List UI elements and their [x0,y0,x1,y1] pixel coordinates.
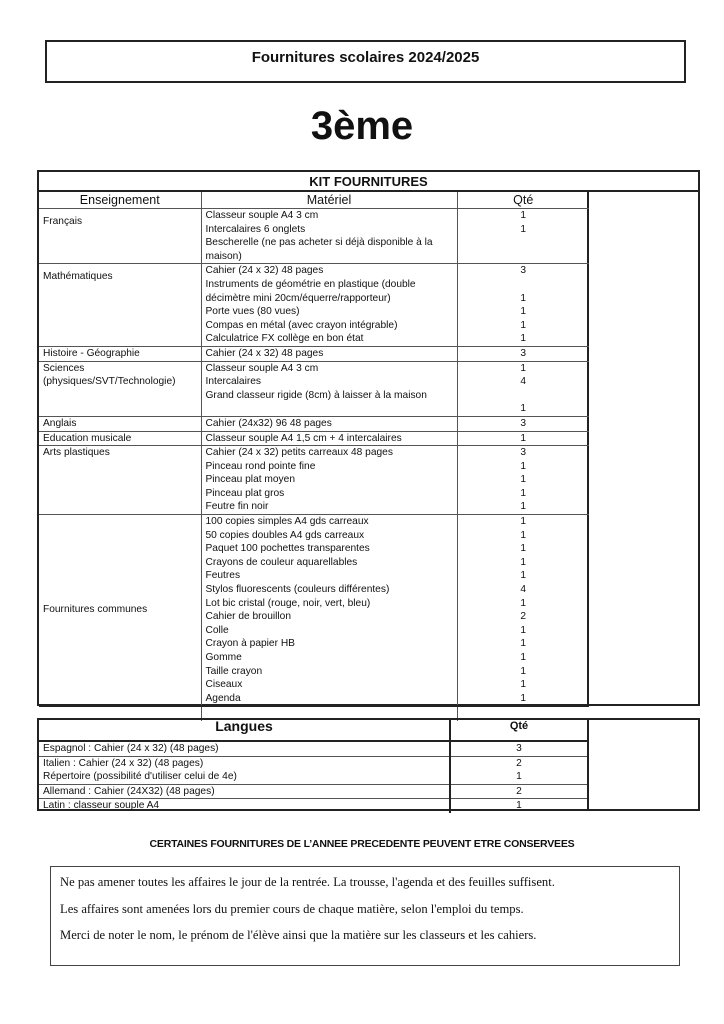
langue-row [39,756,587,784]
materiel-item: Grand classeur rigide (8cm) à laisser à la maison [205,389,427,401]
materiel-item: Bescherelle (ne pas acheter si déjà disponible à la maison) [205,237,433,262]
materiel-cell [201,431,457,446]
kit-side-blank-column [589,192,698,704]
materiel-item: Stylos fluorescents (couleurs différentes) [205,584,390,596]
column-header-enseignement: Enseignement [39,192,201,209]
materiel-item: Paquet 100 pochettes transparentes [205,543,370,555]
notice-heading: CERTAINES FOURNITURES DE L’ANNEE PRECEDENTE PEUVENT ETRE CONSERVEES [149,838,575,850]
langue-item: Allemand : Cahier (24X32) (48 pages) [43,785,215,797]
materiel-item: Crayon à papier HB [205,638,295,650]
grade-heading: 3ème [310,104,414,148]
langue-qty-cell [450,799,587,813]
langue-cell [39,756,450,784]
materiel-item: Intercalaires [205,376,261,388]
kit-section-row [39,346,589,361]
materiel-cell [201,515,457,707]
subject-cell: Fournitures communes [39,515,201,707]
qty-spacer [462,389,586,403]
qty-value: 1 [520,223,527,235]
materiel-item: Agenda [205,692,241,704]
langue-item: Répertoire (possibilité d'utiliser celui de 4e) [43,771,237,783]
kit-section-row [39,264,589,347]
column-header-materiel: Matériel [201,192,457,209]
materiel-item: Feutre fin noir [205,501,269,513]
materiel-item: Pinceau plat gros [205,487,285,499]
kit-section-row [39,209,589,264]
materiel-cell [201,264,457,347]
langue-qty-value: 3 [516,743,522,754]
qty-cell [457,446,589,515]
qty-value: 1 [520,474,527,486]
materiel-item: Calculatrice FX collège en bon état [205,333,364,345]
qty-value: 1 [520,652,527,663]
langue-row [39,784,587,799]
materiel-item: Cahier (24 x 32) 48 pages [205,265,324,277]
qty-cell [457,209,589,264]
subject-cell: Anglais [39,416,201,431]
qty-value: 1 [520,432,527,444]
column-header-qte: Qté [457,192,589,209]
materiel-item: Cahier (24x32) 96 48 pages [205,417,332,429]
materiel-item: Lot bic cristal (rouge, noir, vert, bleu) [205,597,371,609]
kit-title: KIT FOURNITURES [39,172,698,192]
materiel-item: Cahier (24 x 32) petits carreaux 48 pages [205,447,393,459]
subject-cell: Sciences (physiques/SVT/Technologie) [39,361,201,416]
qty-cell [457,416,589,431]
subject-cell: Français [39,209,201,264]
qty-cell [457,361,589,416]
qty-value: 2 [520,611,527,623]
materiel-item: Classeur souple A4 3 cm [205,362,319,374]
kit-grid [39,192,589,704]
materiel-item: Crayons de couleur aquarellables [205,556,358,568]
document-title: Fournitures scolaires 2024/2025 [251,49,480,66]
info-line: Les affaires sont amenées lors du premier cours de chaque matière, selon l'emploi du temps. [60,901,524,916]
qty-value: 1 [520,597,527,609]
materiel-item: Classeur souple A4 1,5 cm + 4 intercalaires [205,432,402,444]
qty-cell [457,264,589,347]
document-title-box [45,40,686,83]
langues-header-row [39,720,587,741]
qty-value: 3 [520,265,527,277]
langue-item: Latin : classeur souple A4 [43,800,160,812]
qty-cell [457,515,589,707]
materiel-item: Pinceau rond pointe fine [205,460,316,472]
qty-value: 3 [520,347,527,359]
qty-spacer [462,278,586,292]
qty-value: 1 [520,487,527,499]
info-box [50,866,680,966]
subject-cell: Histoire - Géographie [39,346,201,361]
materiel-item: Instruments de géométrie en plastique (double décimètre mini 20cm/équerre/rapporteur) [205,278,416,304]
kit-fournitures-table [37,170,700,706]
materiel-cell [201,416,457,431]
langue-cell [39,784,450,799]
materiel-item: Feutres [205,570,241,582]
qty-value: 1 [520,333,527,345]
qty-value: 1 [520,319,527,331]
qty-value: 1 [520,556,527,568]
subject-cell: Mathématiques [39,264,201,347]
materiel-cell [201,446,457,515]
langues-title: Langues [39,720,450,741]
qty-value: 1 [520,210,527,221]
qty-value: 1 [520,403,527,415]
qty-value: 1 [520,692,527,704]
qty-value: 1 [520,460,527,472]
materiel-item: Colle [205,624,229,636]
qty-cell [457,346,589,361]
materiel-item: Porte vues (80 vues) [205,306,300,318]
subject-cell: Arts plastiques [39,446,201,515]
langue-cell [39,741,450,756]
qty-value: 4 [520,584,527,596]
materiel-item: Cahier (24 x 32) 48 pages [205,347,324,359]
langues-qty-header: Qté [450,720,587,741]
kit-body [39,209,589,722]
materiel-cell [201,346,457,361]
qty-value: 1 [520,516,527,528]
qty-value: 1 [520,306,527,318]
materiel-item: Ciseaux [205,679,243,691]
kit-section-row [39,515,589,707]
langue-qty-value: 2 [516,757,522,769]
kit-section-row [39,431,589,446]
materiel-cell [201,209,457,264]
materiel-item: Cahier de brouillon [205,611,292,623]
qty-value: 1 [520,292,527,304]
qty-value: 1 [520,501,527,513]
qty-value: 3 [520,417,527,429]
qty-value: 1 [520,624,527,636]
materiel-item: Classeur souple A4 3 cm [205,210,319,221]
kit-section-row [39,446,589,515]
materiel-item: 50 copies doubles A4 gds carreaux [205,529,365,541]
qty-value: 1 [520,679,527,691]
langue-row [39,741,587,756]
qty-value: 1 [520,570,527,582]
langue-item: Espagnol : Cahier (24 x 32) (48 pages) [43,743,219,754]
qty-value: 1 [520,638,527,650]
materiel-item: 100 copies simples A4 gds carreaux [205,516,369,528]
langues-grid [39,718,589,812]
langue-qty-cell [450,784,587,799]
langue-qty-value: 1 [516,771,522,783]
kit-table [39,192,589,721]
materiel-cell [201,361,457,416]
qty-value [462,236,586,250]
langues-table [39,720,587,813]
qty-value: 1 [520,362,527,374]
langue-qty-cell [450,756,587,784]
materiel-item: Gomme [205,652,242,663]
langue-row [39,799,587,813]
langue-qty-value: 1 [516,800,522,812]
qty-value: 1 [520,529,527,541]
langue-qty-value: 2 [516,785,522,797]
qty-value: 1 [520,543,527,555]
qty-cell [457,431,589,446]
materiel-item: Taille crayon [205,665,263,677]
langues-table-box [37,718,700,811]
subject-cell: Education musicale [39,431,201,446]
langue-item: Italien : Cahier (24 x 32) (48 pages) [43,757,204,769]
materiel-item: Intercalaires 6 onglets [205,223,306,235]
langue-cell [39,799,450,813]
langue-qty-cell [450,741,587,756]
kit-section-row [39,416,589,431]
qty-value: 3 [520,447,527,459]
info-line: Merci de noter le nom, le prénom de l'élève ainsi que la matière sur les classeurs et les cahiers. [60,928,537,942]
materiel-item: Compas en métal (avec crayon intégrable) [205,319,398,331]
kit-header-row [39,192,589,209]
kit-section-row [39,361,589,416]
info-line: Ne pas amener toutes les affaires le jour de la rentrée. La trousse, l'agenda et des feuilles suffisent. [60,875,555,889]
langues-body [39,741,587,813]
qty-value: 4 [520,376,527,388]
materiel-item: Pinceau plat moyen [205,474,295,486]
qty-value: 1 [520,665,527,677]
